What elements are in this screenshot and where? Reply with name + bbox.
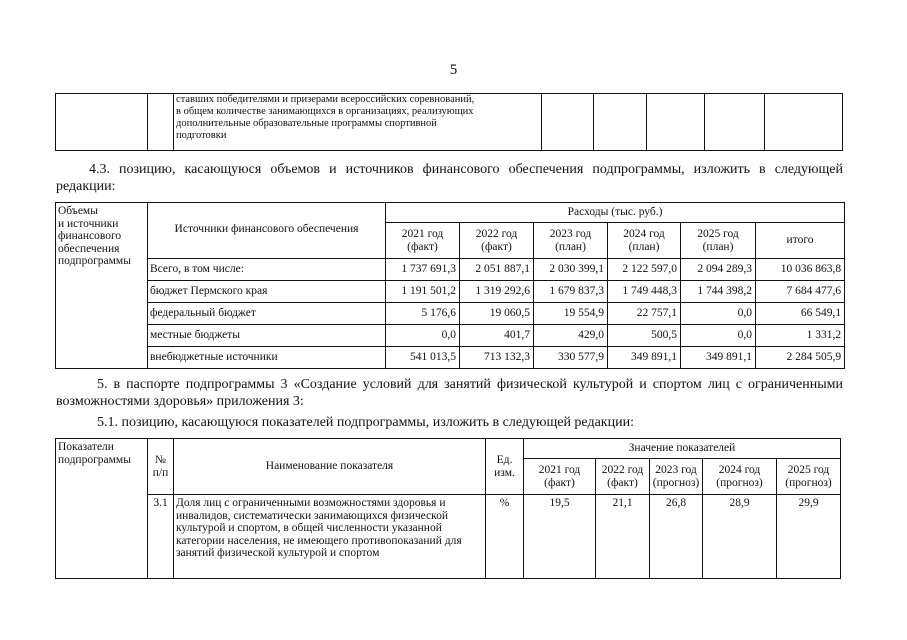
empty-cell (56, 94, 148, 151)
value-cell: 0,0 (681, 325, 756, 347)
total-header: итого (756, 223, 845, 259)
year-header: 2024 год (план) (608, 223, 681, 259)
page-number: 5 (449, 62, 458, 78)
unit-header: Ед. изм. (486, 439, 524, 495)
indicator-value: 21,1 (596, 495, 650, 579)
empty-cell (647, 94, 705, 151)
value-cell: 349 891,1 (681, 347, 756, 369)
value-cell: 1 679 837,3 (534, 281, 608, 303)
paragraph-5: 5. в паспорте подпрограммы 3 «Создание условий для занятий физической культурой и спортом лиц с ограниченными возможностями здоровья» приложения 3: (56, 377, 843, 409)
num-header: № п/п (148, 439, 174, 495)
source-cell: внебюджетные источники (148, 347, 386, 369)
paragraph-5-1: 5.1. позицию, касающуюся показателей подпрограммы, изложить в следующей редакции: (97, 415, 634, 430)
value-cell: 2 284 505,9 (756, 347, 845, 369)
value-cell: 2 122 597,0 (608, 259, 681, 281)
value-cell: 330 577,9 (534, 347, 608, 369)
paragraph-4-3: 4.3. позицию, касающуюся объемов и источников финансового обеспечения подпрограммы, изложить в следующей редакции: (56, 162, 843, 194)
value-cell: 1 331,2 (756, 325, 845, 347)
value-cell: 66 549,1 (756, 303, 845, 325)
year-header: 2024 год (прогноз) (703, 459, 777, 495)
value-cell: 19 060,5 (460, 303, 534, 325)
value-cell: 2 030 399,1 (534, 259, 608, 281)
indicator-text: ставших победителями и призерами всероссийских соревнований, в общем количестве занимающихся в организациях, реализующих дополнительные образовательные программы спортивной подготовки (174, 94, 542, 151)
value-cell: 401,7 (460, 325, 534, 347)
indicator-value: 29,9 (777, 495, 841, 579)
empty-cell (542, 94, 594, 151)
source-cell: федеральный бюджет (148, 303, 386, 325)
value-cell: 0,0 (681, 303, 756, 325)
indicator-value: 19,5 (524, 495, 596, 579)
value-cell: 22 757,1 (608, 303, 681, 325)
value-cell: 541 013,5 (386, 347, 460, 369)
value-cell: 1 744 398,2 (681, 281, 756, 303)
year-header: 2022 год (факт) (596, 459, 650, 495)
year-header: 2021 год (факт) (524, 459, 596, 495)
continued-table (55, 93, 843, 151)
value-cell: 1 737 691,3 (386, 259, 460, 281)
year-header: 2023 год (план) (534, 223, 608, 259)
value-cell: 1 749 448,3 (608, 281, 681, 303)
year-header: 2023 год (прогноз) (650, 459, 703, 495)
finance-table (55, 202, 845, 369)
value-cell: 429,0 (534, 325, 608, 347)
value-cell: 1 191 501,2 (386, 281, 460, 303)
value-cell: 500,5 (608, 325, 681, 347)
value-cell: 19 554,9 (534, 303, 608, 325)
empty-cell (148, 94, 174, 151)
value-cell: 10 036 863,8 (756, 259, 845, 281)
indicator-value: 28,9 (703, 495, 777, 579)
source-cell: бюджет Пермского края (148, 281, 386, 303)
value-cell: 2 051 887,1 (460, 259, 534, 281)
value-cell: 349 891,1 (608, 347, 681, 369)
indicator-num: 3.1 (148, 495, 174, 579)
value-cell: 2 094 289,3 (681, 259, 756, 281)
name-header: Наименование показателя (174, 439, 486, 495)
value-cell: 5 176,6 (386, 303, 460, 325)
indicator-value: 26,8 (650, 495, 703, 579)
finance-row-label: Объемы и источники финансового обеспечения подпрограммы (56, 203, 148, 369)
value-header: Значение показателей (524, 439, 841, 459)
empty-cell (705, 94, 765, 151)
indicators-table (55, 438, 841, 579)
indicator-unit: % (486, 495, 524, 579)
sources-header: Источники финансового обеспечения (148, 203, 386, 259)
source-cell: местные бюджеты (148, 325, 386, 347)
empty-cell (594, 94, 647, 151)
year-header: 2025 год (прогноз) (777, 459, 841, 495)
empty-cell (765, 94, 843, 151)
value-cell: 1 319 292,6 (460, 281, 534, 303)
source-cell: Всего, в том числе: (148, 259, 386, 281)
year-header: 2022 год (факт) (460, 223, 534, 259)
indicator-name: Доля лиц с ограниченными возможностями здоровья и инвалидов, систематически занимающихся физической культурой и спортом, в общей численности указанной категории населения, не имеющего противопоказаний для занятий физической культурой и спортом (174, 495, 486, 579)
value-cell: 713 132,3 (460, 347, 534, 369)
value-cell: 7 684 477,6 (756, 281, 845, 303)
year-header: 2025 год (план) (681, 223, 756, 259)
value-cell: 0,0 (386, 325, 460, 347)
indicators-row-label: Показатели подпрограммы (56, 439, 148, 579)
expenses-header: Расходы (тыс. руб.) (386, 203, 845, 223)
year-header: 2021 год (факт) (386, 223, 460, 259)
